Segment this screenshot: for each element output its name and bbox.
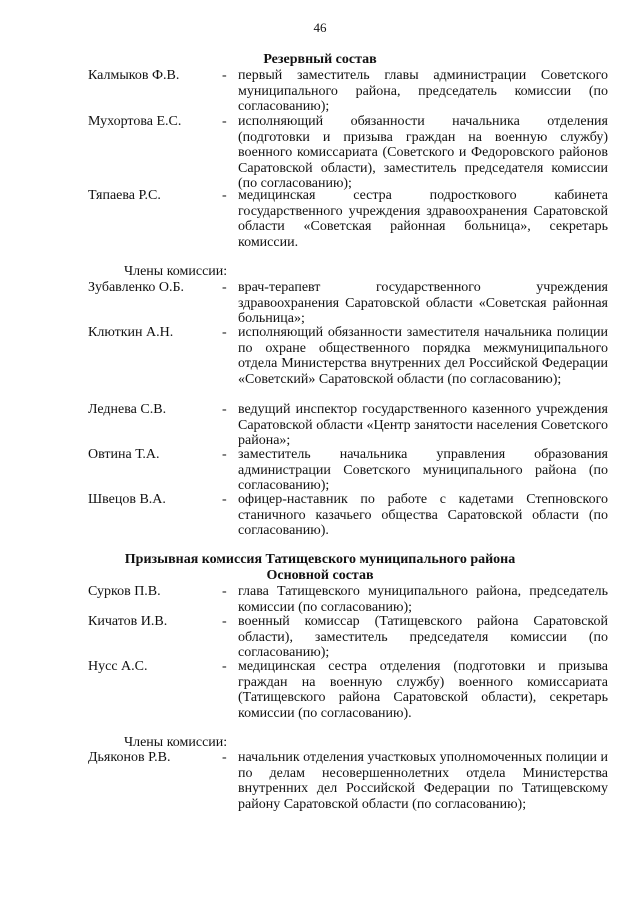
list-item (88, 402, 608, 449)
dash: - (222, 659, 227, 674)
dash: - (222, 402, 227, 417)
person-position: начальник отделения участковых уполномоченных полиции и по делам несовершеннолетних отдела Министерства внутренних дел Российской Федерации по Татищевскому району Саратовской области (по согласованию); (238, 750, 609, 812)
section-subtitle-main: Основной состав (266, 568, 374, 583)
person-position: ведущий инспектор государственного казенного учреждения Саратовской области «Центр занятости населения Советского района»; (238, 402, 608, 448)
list-item (88, 659, 608, 721)
person-position: исполняющий обязанности начальника отделения (подготовки и призыва граждан на военную службу) военного комиссариата (Советского и Федоровского районов Саратовской области), заместитель председателя комиссии (по согласованию); (238, 114, 608, 191)
person-name: Дьяконов Р.В. (88, 750, 171, 765)
dash: - (222, 68, 227, 83)
members-label: Члены комиссии: (124, 264, 228, 279)
section-title-reserve: Резервный состав (263, 52, 377, 67)
person-position: первый заместитель главы администрации Советского муниципального района, председатель комиссии (по согласованию); (238, 68, 608, 114)
list-item (88, 114, 608, 192)
list-item (88, 280, 608, 327)
person-position: заместитель начальника управления образования администрации Советского муниципального района (по согласованию); (238, 447, 608, 493)
section-title-tatishchevo: Призывная комиссия Татищевского муниципального района (124, 552, 516, 567)
dash: - (222, 584, 227, 599)
person-position: медицинская сестра подросткового кабинета государственного учреждения здравоохранения Саратовской области «Советская районная больница», секретарь комиссии. (238, 188, 608, 250)
person-name: Зубавленко О.Б. (88, 280, 185, 295)
person-name: Мухортова Е.С. (88, 114, 182, 129)
person-name: Калмыков Ф.В. (88, 68, 180, 83)
list-item (88, 750, 608, 812)
person-name: Леднева С.В. (88, 402, 167, 417)
dash: - (222, 447, 227, 462)
person-name: Сурков П.В. (88, 584, 161, 599)
person-position: медицинская сестра отделения (подготовки и призыва граждан на военную службу) военного комиссариата (Татищевского района Саратовской области), секретарь комиссии (по согласованию). (238, 659, 608, 721)
page-number: 46 (313, 20, 327, 35)
person-position: врач-терапевт государственного учреждения здравоохранения Саратовской области «Советская районная больница»; (238, 280, 608, 326)
list-item (88, 492, 608, 539)
list-item (88, 68, 608, 115)
dash: - (222, 614, 227, 629)
person-position: военный комиссар (Татищевского района Саратовской области), заместитель председателя комиссии (по согласованию); (238, 614, 608, 660)
person-name: Швецов В.А. (88, 492, 166, 507)
list-item (88, 614, 608, 661)
dash: - (222, 280, 227, 295)
person-name: Тяпаева Р.С. (88, 188, 161, 203)
person-name: Кичатов И.В. (88, 614, 168, 629)
dash: - (222, 114, 227, 129)
person-name: Овтина Т.А. (88, 447, 160, 462)
list-item (88, 188, 608, 250)
person-position: офицер-наставник по работе с кадетами Степновского станичного казачьего общества Саратовской области (по согласованию). (238, 492, 608, 538)
dash: - (222, 492, 227, 507)
person-position: исполняющий обязанности заместителя начальника полиции по охране общественного порядка межмуниципального отдела Министерства внутренних дел Российской Федерации «Советский» Саратовской области (по согласованию); (238, 325, 608, 387)
dash: - (222, 325, 227, 340)
list-item (88, 447, 608, 494)
dash: - (222, 188, 227, 203)
person-name: Клюткин А.Н. (88, 325, 174, 340)
person-name: Нусс А.С. (88, 659, 148, 674)
dash: - (222, 750, 227, 765)
person-position: глава Татищевского муниципального района, председатель комиссии (по согласованию); (238, 584, 608, 615)
list-item (88, 325, 608, 387)
list-item (88, 584, 608, 615)
members-label: Члены комиссии: (124, 735, 228, 750)
